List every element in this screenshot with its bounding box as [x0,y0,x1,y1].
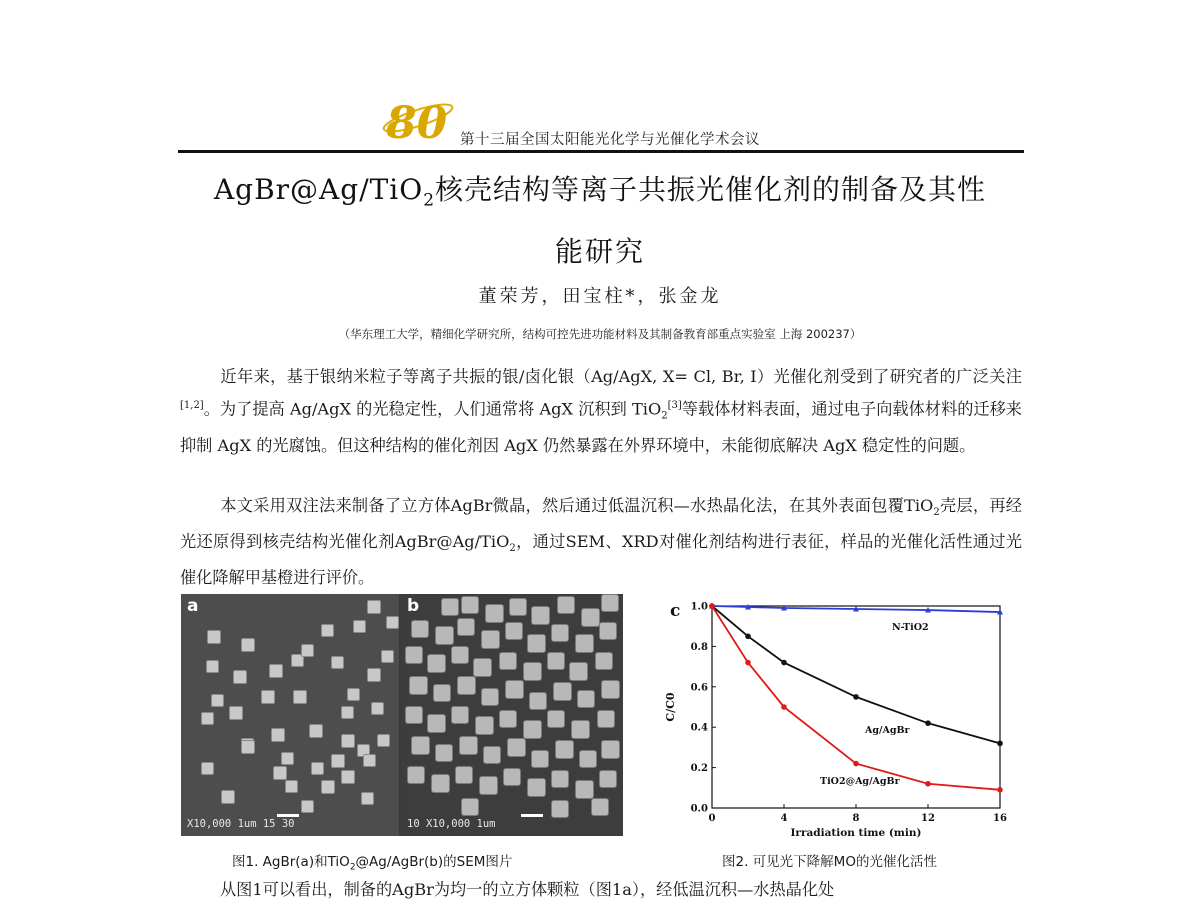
authors: 董荣芳，田宝柱*，张金龙 [478,286,722,307]
legend-tio2-ag-agbr: TiO2@Ag/AgBr [820,776,900,787]
series-line-1 [712,606,1000,743]
sem-label-a: a [187,596,199,616]
y-tick-label: 0.6 [690,682,708,694]
conference-logo [378,90,460,146]
scale-bar-b [521,814,543,817]
paragraph-1: 近年来，基于银纳米粒子等离子共振的银/卤化银（Ag/AgX, X= Cl, Br, I）光催化剂受到了研究者的广泛关注[1,2]。为了提高 Ag/AgX 的光稳定性，人们通常将 AgX 沉积到 TiO$_2$[3]等载体材料表面，通过电子向载体材料的迁移来抑制 AgX 的光腐蚀。但这种结构的催化剂因 AgX 仍然暴露在外界环境中，未能彻底解决 AgX 稳定性的问题。 [180,367,1022,455]
figure1-caption: 图1. AgBr(a)和TiO$_2$@Ag/AgBr(b)的SEM图片 [232,854,513,873]
y-tick-label: 0.4 [690,722,708,734]
data-point [781,704,787,710]
chart-panel-label: c [670,601,681,621]
x-tick-label: 8 [852,813,860,824]
data-point [853,694,859,700]
y-tick-label: 1.0 [690,601,708,613]
data-point [997,787,1003,793]
photocatalysis-chart [660,596,1020,842]
y-tick-label: 0.2 [690,763,708,775]
data-point [781,660,787,666]
y-tick-label: 0.0 [690,803,708,815]
data-point [745,634,751,640]
x-tick-label: 0 [708,813,716,824]
chart-xlabel: Irradiation time (min) [790,827,922,839]
data-point [745,660,751,666]
y-tick-label: 0.8 [690,641,708,653]
paper-title-line2: 能研究 [554,235,645,268]
x-tick-label: 12 [921,813,935,824]
data-point [709,603,715,609]
x-tick-label: 16 [993,813,1007,824]
data-point [925,781,931,787]
scale-bar-a [277,814,299,817]
legend-n-tio2: N-TiO2 [892,622,929,633]
data-point [997,741,1003,747]
chart-ylabel: C/C0 [664,692,677,722]
sem-label-b: b [407,596,420,616]
sem-image-b [401,594,623,836]
sem-footer-a: X10,000 1um 15 30 [187,818,295,830]
paper-title-line1: AgBr@Ag/TiO$_2$核壳结构等离子共振光催化剂的制备及其性 [213,173,987,211]
logo-text: 80 [386,98,448,146]
sem-image-a [181,594,399,836]
x-tick-label: 4 [780,813,788,824]
figure2-caption: 图2. 可见光下降解MO的光催化活性 [722,854,937,870]
data-point [925,720,931,726]
header-rule [178,150,1024,153]
paragraph-3: 从图1可以看出，制备的AgBr为均一的立方体颗粒（图1a），经低温沉积—水热晶化处 [220,880,835,899]
affiliation: （华东理工大学，精细化学研究所，结构可控先进功能材料及其制备教育部重点实验室 上海 200237） [338,327,862,341]
legend-ag-agbr: Ag/AgBr [865,725,910,736]
data-point [853,761,859,767]
conference-name: 第十三届全国太阳能光化学与光催化学术会议 [460,132,760,148]
paragraph-2: 本文采用双注法来制备了立方体AgBr微晶，然后通过低温沉积—水热晶化法，在其外表面包覆TiO$_2$壳层，再经光还原得到核壳结构光催化剂AgBr@Ag/TiO$_2$，通过SEM、XRD对催化剂结构进行表征，样品的光催化活性通过光催化降解甲基橙进行评价。 [180,496,1023,588]
sem-figure [181,594,623,836]
sem-footer-b: 10 X10,000 1um [407,818,496,830]
